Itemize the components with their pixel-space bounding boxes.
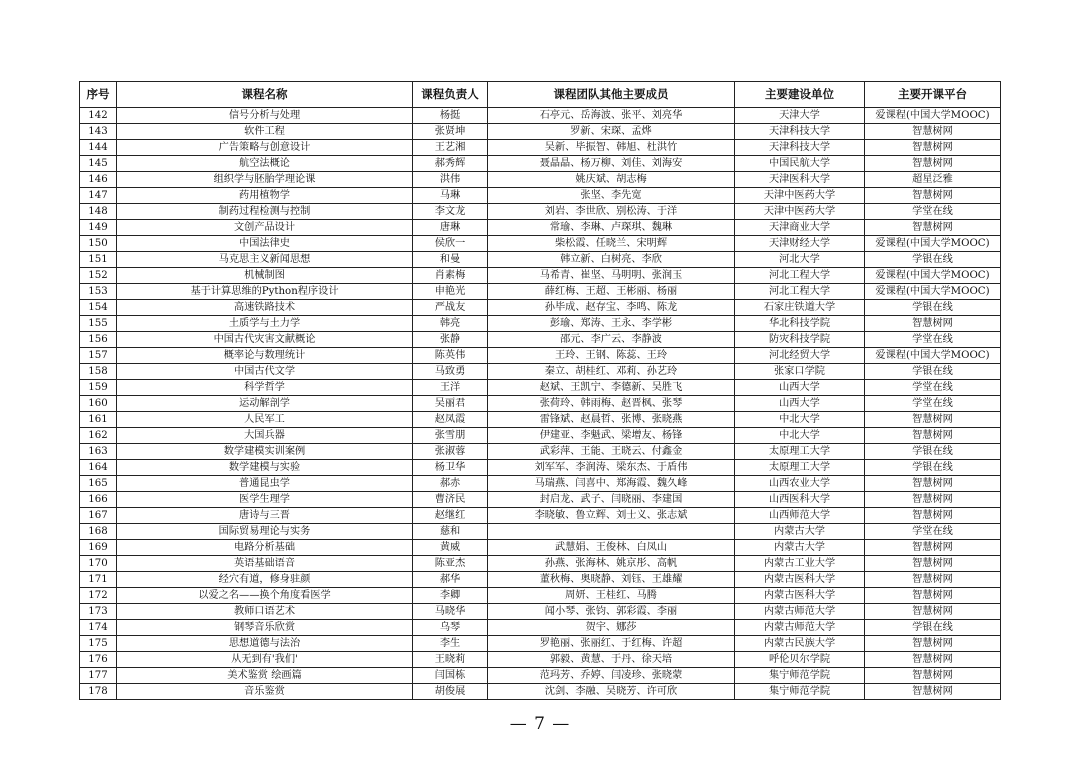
cell-platform: 智慧树网 [865,476,1001,492]
cell-course-lead: 郝秀辉 [413,156,488,172]
cell-serial-number: 153 [80,284,117,300]
table-row [80,220,1001,236]
cell-course-lead: 黄威 [413,540,488,556]
cell-course-lead: 张静 [413,332,488,348]
cell-institution: 内蒙古医科大学 [735,572,865,588]
cell-platform: 智慧树网 [865,588,1001,604]
cell-institution: 内蒙古工业大学 [735,556,865,572]
header-team-members: 课程团队其他主要成员 [488,82,735,108]
table-row [80,428,1001,444]
cell-platform: 智慧树网 [865,492,1001,508]
cell-course-name: 人民军工 [117,412,413,428]
cell-serial-number: 168 [80,524,117,540]
cell-course-name: 经穴有道，修身驻颜 [117,572,413,588]
cell-platform: 智慧树网 [865,684,1001,700]
cell-serial-number: 144 [80,140,117,156]
cell-serial-number: 166 [80,492,117,508]
cell-course-lead: 陈亚杰 [413,556,488,572]
cell-course-name: 中国古代文学 [117,364,413,380]
cell-team-members: 柴松霞、任晓兰、宋明辉 [488,236,735,252]
cell-serial-number: 162 [80,428,117,444]
cell-course-lead: 李卿 [413,588,488,604]
table-row [80,652,1001,668]
table-row [80,444,1001,460]
cell-institution: 山西农业大学 [735,476,865,492]
cell-course-lead: 马晓华 [413,604,488,620]
cell-course-lead: 陈英伟 [413,348,488,364]
table-row [80,108,1001,124]
cell-platform: 智慧树网 [865,412,1001,428]
table-row [80,540,1001,556]
cell-course-name: 中国古代灾害文献概论 [117,332,413,348]
cell-course-lead: 张淑蓉 [413,444,488,460]
cell-course-name: 普通昆虫学 [117,476,413,492]
table-row [80,684,1001,700]
cell-platform: 智慧树网 [865,540,1001,556]
cell-institution: 天津医科大学 [735,172,865,188]
cell-team-members: 马瑞燕、闫喜中、郑海霞、魏久峰 [488,476,735,492]
cell-institution: 呼伦贝尔学院 [735,652,865,668]
cell-team-members: 武慧娟、王俊林、白凤山 [488,540,735,556]
cell-platform: 爱课程(中国大学MOOC) [865,284,1001,300]
cell-course-lead: 慈和 [413,524,488,540]
cell-team-members: 武彩萍、王能、王晓云、付鑫金 [488,444,735,460]
cell-institution: 集宁师范学院 [735,668,865,684]
cell-serial-number: 173 [80,604,117,620]
cell-course-lead: 郝华 [413,572,488,588]
cell-serial-number: 154 [80,300,117,316]
table-row [80,188,1001,204]
cell-platform: 智慧树网 [865,316,1001,332]
cell-team-members: 韩立新、白树亮、李欣 [488,252,735,268]
cell-course-lead: 马琳 [413,188,488,204]
table-row [80,284,1001,300]
cell-institution: 内蒙古医科大学 [735,588,865,604]
cell-course-lead: 严战友 [413,300,488,316]
cell-platform: 爱课程(中国大学MOOC) [865,268,1001,284]
cell-course-name: 基于计算思维的Python程序设计 [117,284,413,300]
table-row [80,236,1001,252]
cell-platform: 智慧树网 [865,140,1001,156]
cell-team-members [488,524,735,540]
cell-course-name: 从无到有'我们' [117,652,413,668]
cell-serial-number: 148 [80,204,117,220]
cell-institution: 天津科技大学 [735,124,865,140]
cell-team-members: 周妍、王桂红、马腾 [488,588,735,604]
cell-institution: 中北大学 [735,428,865,444]
table-row [80,348,1001,364]
cell-course-lead: 和曼 [413,252,488,268]
cell-course-lead: 吴丽君 [413,396,488,412]
cell-course-name: 美术鉴赏 绘画篇 [117,668,413,684]
cell-serial-number: 161 [80,412,117,428]
cell-serial-number: 163 [80,444,117,460]
cell-serial-number: 146 [80,172,117,188]
cell-institution: 华北科技学院 [735,316,865,332]
cell-course-name: 钢琴音乐欣赏 [117,620,413,636]
cell-institution: 石家庄铁道大学 [735,300,865,316]
cell-platform: 智慧树网 [865,572,1001,588]
cell-course-name: 英语基础语音 [117,556,413,572]
cell-team-members: 罗艳丽、张丽红、于红梅、许超 [488,636,735,652]
cell-course-name: 电路分析基础 [117,540,413,556]
cell-course-lead: 申艳光 [413,284,488,300]
cell-course-name: 概率论与数理统计 [117,348,413,364]
cell-course-lead: 王洋 [413,380,488,396]
cell-serial-number: 175 [80,636,117,652]
table-row [80,252,1001,268]
cell-platform: 智慧树网 [865,188,1001,204]
cell-course-name: 航空法概论 [117,156,413,172]
table-row [80,524,1001,540]
cell-serial-number: 142 [80,108,117,124]
cell-course-lead: 胡俊展 [413,684,488,700]
cell-course-name: 马克思主义新闻思想 [117,252,413,268]
cell-course-lead: 赵继红 [413,508,488,524]
cell-platform: 智慧树网 [865,508,1001,524]
cell-serial-number: 178 [80,684,117,700]
cell-serial-number: 164 [80,460,117,476]
table-row [80,556,1001,572]
cell-platform: 学银在线 [865,620,1001,636]
table-row [80,380,1001,396]
cell-team-members: 雷锋斌、赵晨哲、张博、张晓燕 [488,412,735,428]
cell-course-lead: 李生 [413,636,488,652]
cell-team-members: 闻小琴、张钧、郭彩霞、李丽 [488,604,735,620]
cell-team-members: 李晓敏、鲁立辉、刘士义、张志斌 [488,508,735,524]
cell-team-members: 伊建亚、李魁武、梁增友、杨锋 [488,428,735,444]
cell-team-members: 刘军军、李润涛、梁东杰、于盾伟 [488,460,735,476]
header-course-name: 课程名称 [117,82,413,108]
cell-institution: 河北工程大学 [735,284,865,300]
cell-serial-number: 145 [80,156,117,172]
cell-platform: 学堂在线 [865,204,1001,220]
cell-team-members: 范玛芳、乔婷、闫凌珍、张晓蒙 [488,668,735,684]
cell-team-members: 薛红梅、王超、王彬丽、杨丽 [488,284,735,300]
header-institution: 主要建设单位 [735,82,865,108]
cell-course-lead: 王艺湘 [413,140,488,156]
table-row [80,364,1001,380]
cell-platform: 爱课程(中国大学MOOC) [865,108,1001,124]
cell-team-members: 张荷玲、韩雨梅、赵晋枫、张琴 [488,396,735,412]
cell-course-name: 中国法律史 [117,236,413,252]
cell-platform: 智慧树网 [865,220,1001,236]
header-course-lead: 课程负责人 [413,82,488,108]
cell-course-name: 土质学与土力学 [117,316,413,332]
table-row [80,172,1001,188]
cell-institution: 内蒙古师范大学 [735,604,865,620]
cell-course-name: 国际贸易理论与实务 [117,524,413,540]
cell-institution: 太原理工大学 [735,444,865,460]
cell-team-members: 常瑜、李琳、卢琛琪、魏琳 [488,220,735,236]
table-row [80,508,1001,524]
cell-team-members: 孙燕、张海林、姚京彤、高帆 [488,556,735,572]
cell-team-members: 王玲、王钢、陈蕊、王玲 [488,348,735,364]
cell-serial-number: 174 [80,620,117,636]
cell-course-lead: 张雪朋 [413,428,488,444]
cell-platform: 爱课程(中国大学MOOC) [865,236,1001,252]
cell-platform: 智慧树网 [865,124,1001,140]
cell-institution: 山西大学 [735,380,865,396]
cell-serial-number: 159 [80,380,117,396]
cell-institution: 天津商业大学 [735,220,865,236]
cell-course-lead: 张贤坤 [413,124,488,140]
cell-course-name: 以爱之名——换个角度看医学 [117,588,413,604]
cell-course-lead: 杨卫华 [413,460,488,476]
cell-institution: 集宁师范学院 [735,684,865,700]
cell-course-name: 唐诗与三晋 [117,508,413,524]
cell-serial-number: 169 [80,540,117,556]
cell-institution: 中北大学 [735,412,865,428]
cell-serial-number: 156 [80,332,117,348]
table-row [80,572,1001,588]
table-row [80,204,1001,220]
cell-serial-number: 171 [80,572,117,588]
cell-team-members: 贺宇、娜莎 [488,620,735,636]
cell-platform: 学银在线 [865,444,1001,460]
cell-team-members: 赵斌、王凯宁、李德新、吴胜飞 [488,380,735,396]
cell-course-lead: 唐琳 [413,220,488,236]
cell-platform: 学银在线 [865,364,1001,380]
cell-platform: 学堂在线 [865,524,1001,540]
cell-institution: 防灾科技学院 [735,332,865,348]
cell-serial-number: 170 [80,556,117,572]
cell-team-members: 秦立、胡桂红、邓莉、孙艺玲 [488,364,735,380]
cell-platform: 学堂在线 [865,332,1001,348]
table-header-row [80,82,1001,108]
cell-institution: 天津中医药大学 [735,204,865,220]
table-row [80,412,1001,428]
cell-course-lead: 赵凤霞 [413,412,488,428]
cell-course-lead: 郝赤 [413,476,488,492]
cell-team-members: 孙毕成、赵存宝、李鸣、陈龙 [488,300,735,316]
cell-course-lead: 马致勇 [413,364,488,380]
cell-course-lead: 洪伟 [413,172,488,188]
cell-serial-number: 157 [80,348,117,364]
cell-course-lead: 王晓莉 [413,652,488,668]
cell-platform: 智慧树网 [865,636,1001,652]
cell-team-members: 沈剑、李融、吴晓芳、许可欣 [488,684,735,700]
cell-course-name: 医学生理学 [117,492,413,508]
cell-course-name: 大国兵器 [117,428,413,444]
cell-course-lead: 李文龙 [413,204,488,220]
cell-institution: 河北大学 [735,252,865,268]
cell-course-lead: 韩亮 [413,316,488,332]
cell-course-name: 广告策略与创意设计 [117,140,413,156]
cell-team-members: 郭毅、黄慧、于丹、徐天培 [488,652,735,668]
table-row [80,668,1001,684]
cell-team-members: 董秋梅、奥晓静、刘钰、王雄耀 [488,572,735,588]
table-row [80,268,1001,284]
cell-course-lead: 曹济民 [413,492,488,508]
cell-serial-number: 158 [80,364,117,380]
cell-institution: 天津财经大学 [735,236,865,252]
cell-platform: 学银在线 [865,300,1001,316]
cell-serial-number: 147 [80,188,117,204]
table-row [80,396,1001,412]
cell-serial-number: 151 [80,252,117,268]
table-row [80,316,1001,332]
cell-institution: 河北工程大学 [735,268,865,284]
cell-team-members: 聂晶晶、杨万柳、刘佳、刘海安 [488,156,735,172]
page-number: — 7 — [509,714,571,734]
cell-course-name: 科学哲学 [117,380,413,396]
cell-course-name: 教师口语艺术 [117,604,413,620]
table-row [80,460,1001,476]
cell-course-name: 药用植物学 [117,188,413,204]
table-row [80,588,1001,604]
cell-serial-number: 149 [80,220,117,236]
table-row [80,332,1001,348]
cell-institution: 山西医科大学 [735,492,865,508]
table-row [80,140,1001,156]
cell-platform: 智慧树网 [865,556,1001,572]
cell-platform: 智慧树网 [865,604,1001,620]
cell-institution: 河北经贸大学 [735,348,865,364]
cell-course-name: 制药过程检测与控制 [117,204,413,220]
cell-institution: 内蒙古民族大学 [735,636,865,652]
cell-institution: 天津科技大学 [735,140,865,156]
cell-team-members: 张坚、李先宽 [488,188,735,204]
table-row [80,604,1001,620]
cell-course-name: 软件工程 [117,124,413,140]
cell-course-lead: 肖素梅 [413,268,488,284]
cell-platform: 智慧树网 [865,652,1001,668]
cell-serial-number: 155 [80,316,117,332]
table-row [80,492,1001,508]
cell-serial-number: 165 [80,476,117,492]
cell-course-name: 音乐鉴赏 [117,684,413,700]
cell-course-lead: 侯欣一 [413,236,488,252]
table-row [80,476,1001,492]
cell-institution: 天津中医药大学 [735,188,865,204]
cell-institution: 中国民航大学 [735,156,865,172]
cell-serial-number: 143 [80,124,117,140]
cell-institution: 内蒙古大学 [735,524,865,540]
cell-course-name: 思想道德与法治 [117,636,413,652]
cell-institution: 内蒙古师范大学 [735,620,865,636]
cell-serial-number: 150 [80,236,117,252]
cell-serial-number: 172 [80,588,117,604]
table-row [80,156,1001,172]
cell-platform: 学堂在线 [865,380,1001,396]
header-serial-number: 序号 [80,82,117,108]
cell-institution: 张家口学院 [735,364,865,380]
cell-platform: 学堂在线 [865,396,1001,412]
cell-platform: 爱课程(中国大学MOOC) [865,348,1001,364]
cell-course-name: 运动解剖学 [117,396,413,412]
cell-platform: 学银在线 [865,460,1001,476]
cell-serial-number: 177 [80,668,117,684]
cell-course-lead: 闫国栋 [413,668,488,684]
cell-serial-number: 167 [80,508,117,524]
cell-institution: 内蒙古大学 [735,540,865,556]
cell-platform: 智慧树网 [865,156,1001,172]
cell-course-name: 组织学与胚胎学理论课 [117,172,413,188]
cell-course-name: 数学建模实训案例 [117,444,413,460]
cell-platform: 智慧树网 [865,668,1001,684]
cell-team-members: 封启龙、武子、闫晓丽、李建国 [488,492,735,508]
cell-team-members: 姚庆斌、胡志梅 [488,172,735,188]
cell-course-lead: 乌琴 [413,620,488,636]
cell-institution: 山西师范大学 [735,508,865,524]
cell-course-name: 高速铁路技术 [117,300,413,316]
table-row [80,620,1001,636]
cell-team-members: 刘岩、李世欣、别松涛、于洋 [488,204,735,220]
cell-serial-number: 160 [80,396,117,412]
table-body [80,108,1001,700]
cell-course-lead: 杨挺 [413,108,488,124]
cell-serial-number: 176 [80,652,117,668]
header-platform: 主要开课平台 [865,82,1001,108]
course-table [79,81,1001,700]
cell-team-members: 吴新、毕振智、韩旭、杜洪竹 [488,140,735,156]
cell-platform: 学银在线 [865,252,1001,268]
course-table-sheet [79,81,1000,700]
cell-course-name: 数学建模与实验 [117,460,413,476]
cell-course-name: 信号分析与处理 [117,108,413,124]
table-row [80,124,1001,140]
cell-team-members: 罗新、宋琛、孟烨 [488,124,735,140]
cell-institution: 天津大学 [735,108,865,124]
table-row [80,636,1001,652]
cell-team-members: 邵元、李广云、李静波 [488,332,735,348]
cell-course-name: 文创产品设计 [117,220,413,236]
cell-team-members: 彭瑜、郑涛、王永、李学彬 [488,316,735,332]
cell-team-members: 马希青、崔坚、马明明、张润玉 [488,268,735,284]
cell-institution: 太原理工大学 [735,460,865,476]
cell-platform: 超星泛雅 [865,172,1001,188]
cell-platform: 智慧树网 [865,428,1001,444]
cell-institution: 山西大学 [735,396,865,412]
table-row [80,300,1001,316]
cell-team-members: 石亭元、岳海波、张平、刘亮华 [488,108,735,124]
cell-serial-number: 152 [80,268,117,284]
cell-course-name: 机械制图 [117,268,413,284]
